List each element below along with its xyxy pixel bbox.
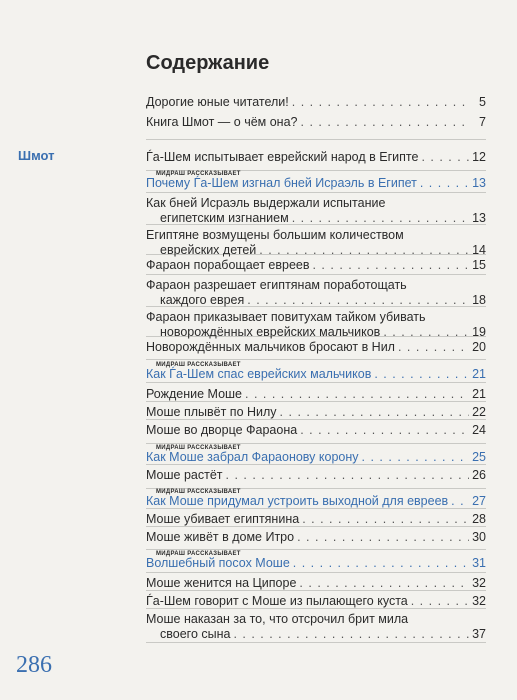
toc-entry-title: Почему Ѓа-Шем изгнал бней Исраэль в Египет bbox=[146, 176, 417, 190]
divider bbox=[146, 572, 486, 573]
dot-leader bbox=[312, 258, 469, 273]
toc-entry[interactable] bbox=[146, 594, 486, 609]
divider bbox=[146, 192, 486, 193]
toc-entry[interactable] bbox=[146, 512, 486, 527]
dot-leader bbox=[302, 512, 469, 527]
dot-leader bbox=[300, 423, 469, 438]
toc-entry[interactable] bbox=[146, 551, 486, 571]
dot-leader bbox=[299, 576, 469, 591]
toc-entry[interactable] bbox=[146, 387, 486, 402]
toc-entry[interactable] bbox=[146, 310, 486, 340]
divider bbox=[146, 642, 486, 643]
midrash-tag: МИДРАШ РАССКАЗЫВАЕТ bbox=[156, 489, 241, 495]
toc-entry-page: 5 bbox=[479, 95, 486, 109]
toc-entry-page: 20 bbox=[472, 340, 486, 354]
toc-entry-title: Моше живёт в доме Итро bbox=[146, 530, 295, 544]
toc-entry-title: египетским изгнанием bbox=[160, 211, 289, 225]
toc-entry[interactable] bbox=[146, 171, 486, 191]
dot-leader bbox=[226, 468, 469, 483]
toc-entry-title: Дорогие юные читатели! bbox=[146, 95, 289, 109]
dot-leader bbox=[420, 176, 469, 191]
dot-leader bbox=[301, 115, 470, 130]
toc-entry-page: 21 bbox=[472, 387, 486, 401]
toc-entry-page: 15 bbox=[472, 258, 486, 272]
toc-entry-page: 30 bbox=[472, 530, 486, 544]
toc-entry-title: Как Моше забрал Фараонову корону bbox=[146, 450, 359, 464]
toc-entry-title: Книга Шмот — о чём она? bbox=[146, 115, 298, 129]
toc-entry-title: Рождение Моше bbox=[146, 387, 243, 401]
dot-leader bbox=[292, 95, 469, 110]
toc-entry[interactable] bbox=[146, 405, 486, 420]
dot-leader bbox=[297, 530, 469, 545]
toc-entry-title: Моше убивает египтянина bbox=[146, 512, 300, 526]
dot-leader bbox=[259, 243, 469, 258]
midrash-tag: МИДРАШ РАССКАЗЫВАЕТ bbox=[156, 445, 241, 451]
toc-entry-page: 12 bbox=[472, 150, 486, 164]
toc-entry-title: Египтяне возмущены большим количеством bbox=[146, 228, 404, 242]
toc-entry-title: Фараон порабощает евреев bbox=[146, 258, 310, 272]
divider bbox=[146, 139, 486, 140]
toc-entry-title: Моше во дворце Фараона bbox=[146, 423, 298, 437]
toc-entry-page: 31 bbox=[472, 556, 486, 570]
midrash-tag: МИДРАШ РАССКАЗЫВАЕТ bbox=[156, 362, 241, 368]
toc-entry-title: Моше наказан за то, что отсрочил брит мила bbox=[146, 612, 409, 626]
midrash-tag: МИДРАШ РАССКАЗЫВАЕТ bbox=[156, 551, 241, 557]
toc-entry[interactable] bbox=[146, 95, 486, 110]
toc-entry[interactable] bbox=[146, 228, 486, 258]
toc-entry-title: новорождённых еврейских мальчиков bbox=[160, 325, 381, 339]
toc-entry-page: 21 bbox=[472, 367, 486, 381]
toc-entry-page: 32 bbox=[472, 576, 486, 590]
toc-entry-page: 32 bbox=[472, 594, 486, 608]
dot-leader bbox=[383, 325, 469, 340]
toc-entry-title: своего сына bbox=[160, 627, 231, 641]
toc-entry-title: Моше плывёт по Нилу bbox=[146, 405, 277, 419]
toc-entry-page: 7 bbox=[479, 115, 486, 129]
dot-leader bbox=[280, 405, 469, 420]
toc-entry[interactable] bbox=[146, 445, 486, 465]
toc-entry-title: Фараон приказывает повитухам тайком убивать bbox=[146, 310, 426, 324]
toc-entry[interactable] bbox=[146, 340, 486, 355]
page-number: 286 bbox=[16, 652, 52, 678]
toc-entry-page: 18 bbox=[472, 293, 486, 307]
toc-entry-title: Фараон разрешает египтянам поработощать bbox=[146, 278, 407, 292]
toc-entry[interactable] bbox=[146, 612, 486, 642]
toc-entry[interactable] bbox=[146, 423, 486, 438]
divider bbox=[146, 382, 486, 383]
toc-entry-page: 22 bbox=[472, 405, 486, 419]
toc-entry[interactable] bbox=[146, 258, 486, 273]
toc-entry-page: 19 bbox=[472, 325, 486, 339]
toc-entry-title: Моше женится на Ципоре bbox=[146, 576, 297, 590]
toc-entry-page: 27 bbox=[472, 494, 486, 508]
toc-entry-page: 25 bbox=[472, 450, 486, 464]
toc-entry[interactable] bbox=[146, 196, 486, 226]
toc-entry-page: 26 bbox=[472, 468, 486, 482]
dot-leader bbox=[245, 387, 469, 402]
toc-entry-title: Волшебный посох Моше bbox=[146, 556, 290, 570]
toc-entry-title: Как Ѓа-Шем спас еврейских мальчиков bbox=[146, 367, 372, 381]
toc-entry-title: Как Моше придумал устроить выходной для евреев bbox=[146, 494, 449, 508]
toc-entry[interactable] bbox=[146, 576, 486, 591]
dot-leader bbox=[421, 150, 469, 165]
toc-entry-page: 13 bbox=[472, 176, 486, 190]
dot-leader bbox=[292, 211, 469, 226]
dot-leader bbox=[293, 556, 469, 571]
toc-entry[interactable] bbox=[146, 489, 486, 509]
page-title: Содержание bbox=[146, 52, 270, 74]
toc-entry-title: Новорождённых мальчиков бросают в Нил bbox=[146, 340, 395, 354]
dot-leader bbox=[247, 293, 469, 308]
toc-entry-title: Моше растёт bbox=[146, 468, 223, 482]
dot-leader bbox=[374, 367, 469, 382]
toc-entry-page: 28 bbox=[472, 512, 486, 526]
toc-entry-title: еврейских детей bbox=[160, 243, 257, 257]
toc-entry[interactable] bbox=[146, 150, 486, 165]
toc-entry-title: Как бней Исраэль выдержали испытание bbox=[146, 196, 386, 210]
dot-leader bbox=[451, 494, 469, 509]
dot-leader bbox=[362, 450, 469, 465]
toc-entry-page: 24 bbox=[472, 423, 486, 437]
toc-entry-title: Ѓа-Шем говорит с Моше из пылающего куста bbox=[146, 594, 408, 608]
toc-entry-title: Ѓа-Шем испытывает еврейский народ в Египте bbox=[146, 150, 419, 164]
toc-entry-page: 37 bbox=[472, 627, 486, 641]
toc-entry[interactable] bbox=[146, 530, 486, 545]
toc-entry[interactable] bbox=[146, 278, 486, 308]
midrash-tag: МИДРАШ РАССКАЗЫВАЕТ bbox=[156, 171, 241, 177]
dot-leader bbox=[411, 594, 469, 609]
toc-entry[interactable] bbox=[146, 362, 486, 382]
dot-leader bbox=[398, 340, 469, 355]
divider bbox=[146, 274, 486, 275]
toc-entry-page: 14 bbox=[472, 243, 486, 257]
toc-entry[interactable] bbox=[146, 115, 486, 130]
toc-entry[interactable] bbox=[146, 468, 486, 483]
dot-leader bbox=[233, 627, 469, 642]
section-label: Шмот bbox=[18, 148, 55, 163]
toc-entry-page: 13 bbox=[472, 211, 486, 225]
toc-entry-title: каждого еврея bbox=[160, 293, 245, 307]
